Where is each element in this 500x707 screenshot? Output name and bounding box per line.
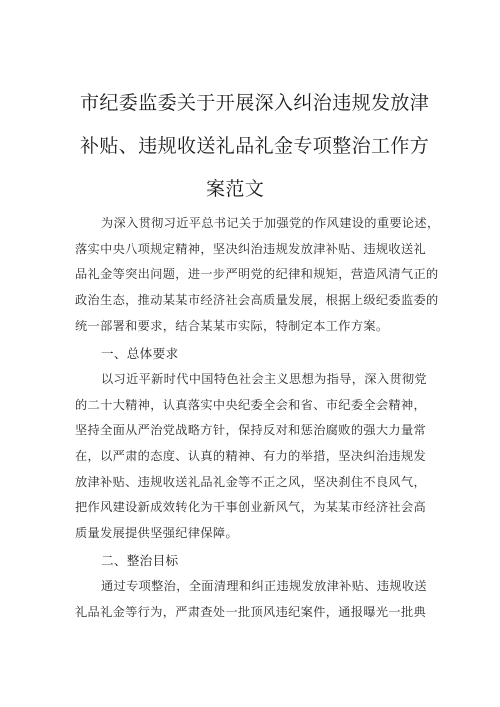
section-line: 在，以严肃的态度、认真的精神、有力的举措，坚决纠治违规发 (75, 449, 427, 463)
intro-line: 品礼金等突出问题，进一步严明党的纪律和规矩，营造风清气正的 (75, 267, 439, 281)
document-title-line-1: 市纪委监委关于开展深入纠治违规发放津 (80, 92, 430, 114)
intro-line: 统一部署和要求，结合某某市实际，特制定本工作方案。 (75, 319, 389, 333)
section-line: 把作风建设新成效转化为干事创业新风气，为某某市经济社会高 (75, 500, 427, 514)
section-line: 礼品礼金等行为，严肃查处一批顶风违纪案件，通报曝光一批典 (75, 605, 427, 619)
intro-line: 政治生态，推动某某市经济社会高质量发展，根据上级纪委监委的 (75, 293, 439, 307)
section-heading: 二、整治目标 (101, 553, 179, 568)
section-line: 的二十大精神，认真落实中央纪委全会和省、市纪委全会精神， (75, 398, 427, 412)
document-title-line-2: 补贴、违规收送礼品礼金专项整治工作方 (80, 135, 430, 157)
section-line: 质量发展提供坚强纪律保障。 (75, 526, 238, 540)
section-line: 坚持全面从严治党战略方针，保持反对和惩治腐败的强大力量常 (75, 423, 427, 437)
section-line: 以习近平新时代中国特色社会主义思想为指导，深入贯彻党 (101, 372, 427, 386)
document-title-line-3: 案范文 (206, 178, 265, 200)
section-line: 放津补贴、违规收送礼品礼金等不正之风，坚决刹住不良风气， (75, 475, 427, 489)
section-heading: 一、总体要求 (101, 346, 179, 361)
intro-line: 落实中央八项规定精神，坚决纠治违规发放津补贴、违规收送礼 (75, 242, 427, 256)
section-line: 通过专项整治，全面清理和纠正违规发放津补贴、违规收送 (101, 579, 427, 593)
intro-line: 为深入贯彻习近平总书记关于加强党的作风建设的重要论述， (101, 216, 440, 230)
